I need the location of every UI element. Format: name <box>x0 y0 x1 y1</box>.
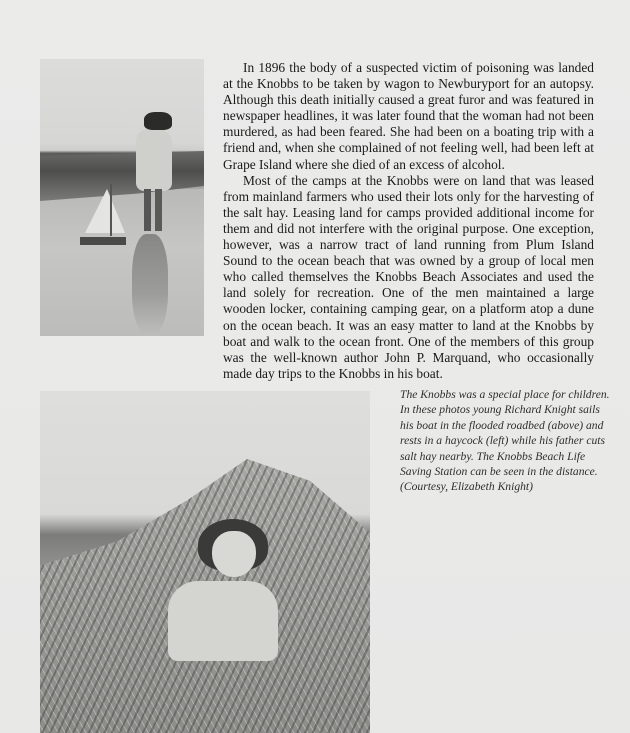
toy-sailboat-sail <box>85 189 125 233</box>
paragraph-1: In 1896 the body of a suspected victim of poisoning was landed at the Knobbs to be taken by wagon to Newburyport for an autopsy. Although this death initially caused a great furor and was featured in newspaper headlines, it was later found that the woman had not been murdered, as had been feared. She had been on a boating trip with a friend and, when she complained of not feeling well, had been left at Grape Island where she died of an excess of alcohol. <box>223 60 594 172</box>
body-text <box>223 60 594 382</box>
photo-caption: The Knobbs was a special place for children. In these photos young Richard Knight sails his boat in the flooded roadbed (above) and rests in a haycock (left) while his father cuts salt hay nearby. The Knobbs Beach Life Saving Station can be seen in the distance. (Courtesy, Elizabeth Knight) <box>400 388 610 494</box>
toy-sailboat-mast <box>110 184 112 236</box>
paragraph-2: Most of the camps at the Knobbs were on land that was leased from mainland farmers who used their lots only for the harvesting of the salt hay. Leasing land for camps provided additional income for them and did not interfere with the original purpose. One exception, however, was a narrow tract of land running from Plum Island Sound to the ocean beach that was owned by a group of local men who called themselves the Knobbs Beach Associates and used the land solely for recreation. One of the men maintained a large wooden locker, containing camping gear, on a platform atop a dune on the ocean beach. It was an easy matter to land at the Knobbs by boat and walk to the ocean front. One of the members of this group was the well-known author John P. Marquand, who occasionally made day trips to the Knobbs in his boat. <box>223 172 594 381</box>
child-face <box>212 531 256 577</box>
child-hat <box>144 112 172 130</box>
child-figure <box>136 129 172 191</box>
photo-child-with-sailboat <box>40 59 204 336</box>
photo-child-in-haycock <box>40 391 370 733</box>
toy-sailboat-hull <box>80 237 126 245</box>
child-legs <box>144 189 162 231</box>
child-shirt <box>168 581 278 661</box>
water-reflection <box>132 234 168 334</box>
